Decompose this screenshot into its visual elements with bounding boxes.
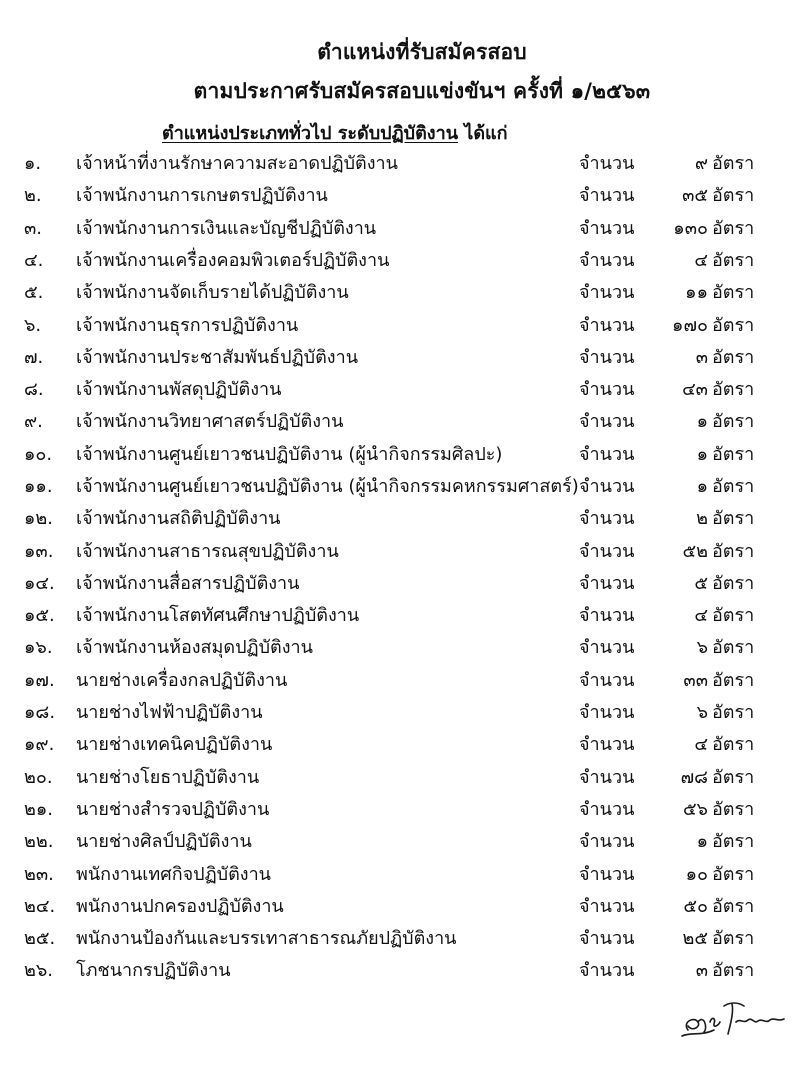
- position-name: เจ้าพนักงานวิทยาศาสตร์ปฏิบัติงาน: [76, 411, 344, 432]
- table-row: [0, 471, 800, 503]
- position-name: เจ้าพนักงานสาธารณสุขปฏิบัติงาน: [76, 541, 339, 562]
- row-number: ๒๐.: [24, 767, 53, 788]
- quantity-value: ๓๕: [682, 185, 708, 206]
- quantity-value: ๑๗๐: [672, 315, 708, 336]
- position-name: นายช่างสำรวจปฏิบัติงาน: [76, 799, 270, 820]
- quantity-value: ๕: [694, 573, 708, 594]
- position-name: เจ้าพนักงานจัดเก็บรายได้ปฏิบัติงาน: [76, 282, 349, 303]
- row-number: ๒๑.: [24, 799, 54, 820]
- section-heading-suffix: ได้แก่: [464, 123, 508, 144]
- position-name: เจ้าพนักงานศูนย์เยาวชนปฏิบัติงาน (ผู้นำกิจกรรมคหกรรมศาสตร์): [76, 476, 579, 497]
- quantity-value: ๙: [694, 153, 708, 174]
- quantity-value: ๓: [695, 347, 708, 368]
- quantity-value: ๓๓: [683, 670, 708, 691]
- signature-image: [674, 992, 794, 1042]
- position-name: นายช่างไฟฟ้าปฏิบัติงาน: [76, 702, 263, 723]
- table-row: [0, 439, 800, 471]
- quantity-label: จำนวน: [579, 605, 635, 626]
- table-row: [0, 277, 800, 309]
- table-row: [0, 762, 800, 794]
- quantity-unit: อัตรา: [712, 637, 755, 658]
- row-number: ๒๕.: [24, 928, 56, 949]
- row-number: ๒๖.: [24, 960, 54, 981]
- row-number: ๗.: [24, 347, 44, 368]
- position-name: นายช่างโยธาปฏิบัติงาน: [76, 767, 260, 788]
- quantity-label: จำนวน: [579, 185, 635, 206]
- row-number: ๒.: [24, 185, 42, 206]
- quantity-label: จำนวน: [579, 476, 635, 497]
- table-row: [0, 503, 800, 535]
- quantity-unit: อัตรา: [712, 153, 755, 174]
- table-row: [0, 245, 800, 277]
- quantity-value: ๗๘: [680, 767, 708, 788]
- quantity-label: จำนวน: [579, 734, 635, 755]
- row-number: ๑๘.: [24, 702, 56, 723]
- quantity-unit: อัตรา: [712, 218, 755, 239]
- quantity-unit: อัตรา: [712, 605, 755, 626]
- table-row: [0, 213, 800, 245]
- table-row: [0, 342, 800, 374]
- row-number: ๑.: [24, 153, 42, 174]
- quantity-label: จำนวน: [579, 508, 635, 529]
- quantity-unit: อัตรา: [712, 831, 755, 852]
- quantity-value: ๖: [696, 702, 708, 723]
- row-number: ๒๓.: [24, 864, 54, 885]
- quantity-value: ๕๒: [682, 541, 708, 562]
- quantity-value: ๑๑: [685, 282, 708, 303]
- quantity-unit: อัตรา: [712, 670, 755, 691]
- quantity-value: ๔๓: [682, 379, 708, 400]
- row-number: ๑๑.: [24, 476, 53, 497]
- quantity-value: ๑: [696, 411, 708, 432]
- quantity-unit: อัตรา: [712, 476, 755, 497]
- quantity-label: จำนวน: [579, 573, 635, 594]
- table-row: [0, 180, 800, 212]
- page-subtitle: ตามประกาศรับสมัครสอบแข่งขันฯ ครั้งที่ ๑/๒๕๖๓: [193, 79, 651, 103]
- quantity-label: จำนวน: [579, 411, 635, 432]
- row-number: ๑๔.: [24, 573, 55, 594]
- quantity-value: ๕๖: [682, 799, 708, 820]
- row-number: ๒๒.: [24, 831, 54, 852]
- section-heading: [162, 118, 508, 147]
- quantity-label: จำนวน: [579, 831, 635, 852]
- quantity-unit: อัตรา: [712, 864, 755, 885]
- table-row: [0, 859, 800, 891]
- quantity-label: จำนวน: [579, 896, 635, 917]
- quantity-unit: อัตรา: [712, 799, 755, 820]
- quantity-label: จำนวน: [579, 799, 635, 820]
- table-row: [0, 729, 800, 761]
- table-row: [0, 665, 800, 697]
- quantity-value: ๔: [694, 250, 708, 271]
- quantity-value: ๑: [696, 831, 708, 852]
- quantity-unit: อัตรา: [712, 702, 755, 723]
- table-row: [0, 955, 800, 987]
- page-title: ตำแหน่งที่รับสมัครสอบ: [317, 40, 527, 64]
- row-number: ๓.: [24, 218, 43, 239]
- table-row: [0, 794, 800, 826]
- position-name: นายช่างเทคนิคปฏิบัติงาน: [76, 734, 273, 755]
- row-number: ๒๔.: [24, 896, 56, 917]
- row-number: ๕.: [24, 282, 44, 303]
- table-row: [0, 536, 800, 568]
- quantity-unit: อัตรา: [712, 315, 755, 336]
- quantity-value: ๖: [696, 637, 708, 658]
- table-row: [0, 697, 800, 729]
- position-name: โภชนากรปฏิบัติงาน: [76, 960, 231, 981]
- row-number: ๙.: [24, 411, 43, 432]
- quantity-unit: อัตรา: [712, 896, 755, 917]
- table-row: [0, 923, 800, 955]
- quantity-unit: อัตรา: [712, 411, 755, 432]
- position-name: เจ้าพนักงานห้องสมุดปฏิบัติงาน: [76, 637, 313, 658]
- quantity-label: จำนวน: [579, 928, 635, 949]
- quantity-unit: อัตรา: [712, 379, 755, 400]
- row-number: ๑๓.: [24, 541, 54, 562]
- position-name: พนักงานป้องกันและบรรเทาสาธารณภัยปฏิบัติงาน: [76, 928, 457, 949]
- quantity-value: ๑: [696, 444, 708, 465]
- quantity-value: ๒๕: [682, 928, 708, 949]
- quantity-label: จำนวน: [579, 347, 635, 368]
- position-name: พนักงานปกครองปฏิบัติงาน: [76, 896, 284, 917]
- quantity-unit: อัตรา: [712, 928, 755, 949]
- position-name: เจ้าพนักงานการเงินและบัญชีปฏิบัติงาน: [76, 218, 377, 239]
- table-row: [0, 826, 800, 858]
- position-name: เจ้าพนักงานการเกษตรปฏิบัติงาน: [76, 185, 328, 206]
- quantity-label: จำนวน: [579, 864, 635, 885]
- quantity-unit: อัตรา: [712, 573, 755, 594]
- quantity-label: จำนวน: [579, 541, 635, 562]
- quantity-label: จำนวน: [579, 250, 635, 271]
- quantity-label: จำนวน: [579, 767, 635, 788]
- position-name: เจ้าหน้าที่งานรักษาความสะอาดปฏิบัติงาน: [76, 153, 398, 174]
- position-name: เจ้าพนักงานเครื่องคอมพิวเตอร์ปฏิบัติงาน: [76, 250, 390, 271]
- quantity-unit: อัตรา: [712, 541, 755, 562]
- quantity-value: ๓: [695, 960, 708, 981]
- quantity-unit: อัตรา: [712, 347, 755, 368]
- quantity-unit: อัตรา: [712, 767, 755, 788]
- quantity-label: จำนวน: [579, 702, 635, 723]
- row-number: ๑๗.: [24, 670, 55, 691]
- quantity-value: ๒: [696, 508, 708, 529]
- table-row: [0, 148, 800, 180]
- quantity-unit: อัตรา: [712, 444, 755, 465]
- quantity-value: ๔: [694, 605, 708, 626]
- quantity-unit: อัตรา: [712, 282, 755, 303]
- position-name: เจ้าพนักงานโสตทัศนศึกษาปฏิบัติงาน: [76, 605, 360, 626]
- quantity-label: จำนวน: [579, 379, 635, 400]
- position-name: เจ้าพนักงานสื่อสารปฏิบัติงาน: [76, 573, 300, 594]
- position-name: นายช่างเครื่องกลปฏิบัติงาน: [76, 670, 288, 691]
- quantity-unit: อัตรา: [712, 185, 755, 206]
- quantity-value: ๑๓๐: [673, 218, 708, 239]
- quantity-label: จำนวน: [579, 282, 635, 303]
- row-number: ๖.: [24, 315, 42, 336]
- position-name: นายช่างศิลป์ปฏิบัติงาน: [76, 831, 252, 852]
- quantity-value: ๕๐: [683, 896, 708, 917]
- quantity-label: จำนวน: [579, 637, 635, 658]
- quantity-unit: อัตรา: [712, 250, 755, 271]
- quantity-value: ๔: [694, 734, 708, 755]
- row-number: ๑๐.: [24, 444, 53, 465]
- position-name: เจ้าพนักงานสถิติปฏิบัติงาน: [76, 508, 281, 529]
- position-name: เจ้าพนักงานพัสดุปฏิบัติงาน: [76, 379, 282, 400]
- position-name: เจ้าพนักงานธุรการปฏิบัติงาน: [76, 315, 299, 336]
- table-row: [0, 406, 800, 438]
- quantity-unit: อัตรา: [712, 508, 755, 529]
- quantity-value: ๑๐: [685, 864, 708, 885]
- table-row: [0, 310, 800, 342]
- quantity-label: จำนวน: [579, 218, 635, 239]
- quantity-label: จำนวน: [579, 670, 635, 691]
- quantity-label: จำนวน: [579, 444, 635, 465]
- quantity-label: จำนวน: [579, 153, 635, 174]
- position-name: เจ้าพนักงานศูนย์เยาวชนปฏิบัติงาน (ผู้นำกิจกรรมศิลปะ): [76, 444, 503, 465]
- quantity-label: จำนวน: [579, 960, 635, 981]
- table-row: [0, 568, 800, 600]
- quantity-unit: อัตรา: [712, 734, 755, 755]
- row-number: ๘.: [24, 379, 44, 400]
- row-number: ๑๙.: [24, 734, 55, 755]
- quantity-label: จำนวน: [579, 315, 635, 336]
- row-number: ๔.: [24, 250, 44, 271]
- table-row: [0, 600, 800, 632]
- row-number: ๑๖.: [24, 637, 53, 658]
- quantity-unit: อัตรา: [712, 960, 755, 981]
- position-name: เจ้าพนักงานประชาสัมพันธ์ปฏิบัติงาน: [76, 347, 358, 368]
- table-row: [0, 374, 800, 406]
- position-name: พนักงานเทศกิจปฏิบัติงาน: [76, 864, 271, 885]
- section-heading-underlined: ตำแหน่งประเภททั่วไป ระดับปฏิบัติงาน: [162, 123, 458, 144]
- row-number: ๑๕.: [24, 605, 55, 626]
- table-row: [0, 891, 800, 923]
- quantity-value: ๑: [696, 476, 708, 497]
- row-number: ๑๒.: [24, 508, 54, 529]
- table-row: [0, 632, 800, 664]
